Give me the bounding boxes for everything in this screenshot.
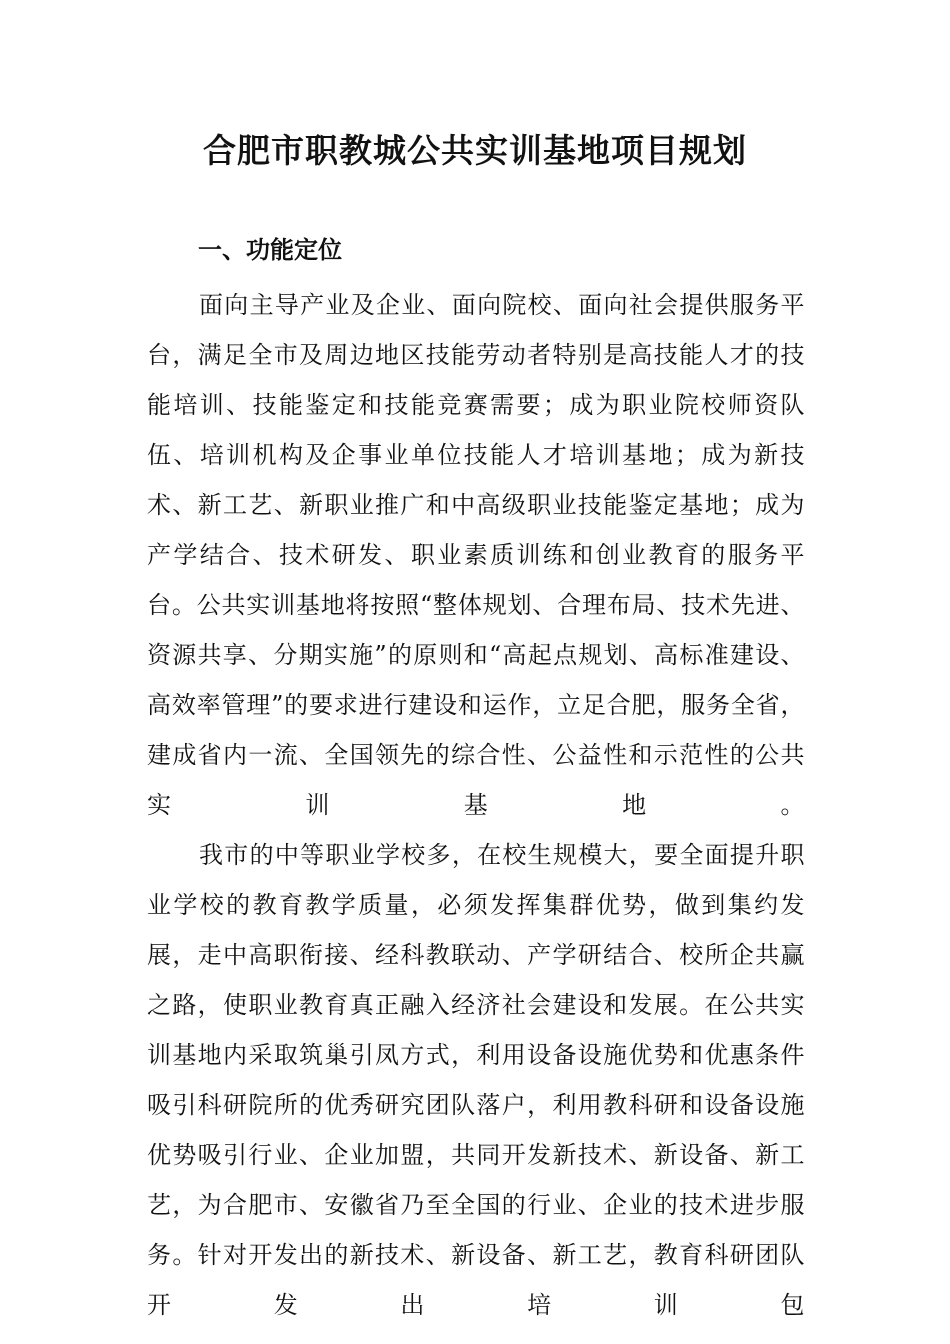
document-title: 合肥市职教城公共实训基地项目规划 xyxy=(203,131,747,170)
paragraph-function-positioning: 面向主导产业及企业、面向院校、面向社会提供服务平台，满足全市及周边地区技能劳动者特别是高技能人才的技能培训、技能鉴定和技能竞赛需要；成为职业院校师资队伍、培训机构及企事业单位技能人才培训基地；成为新技术、新工艺、新职业推广和中高级职业技能鉴定基地；成为产学结合、技术研发、职业素质训练和创业教育的服务平台。公共实训基地将按照“整体规划、合理布局、技术先进、资源共享、分期实施”的原则和“高起点规划、高标准建设、高效率管理”的要求进行建设和运作，立足合肥，服务全省，建成省内一流、全国领先的综合性、公益性和示范性的公共实训基地。 xyxy=(147,291,805,819)
document-body xyxy=(147,280,805,1330)
section-heading: 一、功能定位 xyxy=(198,236,342,264)
paragraph-vocational-schools: 我市的中等职业学校多，在校生规模大，要全面提升职业学校的教育教学质量，必须发挥集群优势，做到集约发展，走中高职衔接、经科教联动、产学研结合、校所企共赢之路，使职业教育真正融入经济社会建设和发展。在公共实训基地内采取筑巢引凤方式，利用设备设施优势和优惠条件吸引科研院所的优秀研究团队落户，利用教科研和设备设施优势吸引行业、企业加盟，共同开发新技术、新设备、新工艺，为合肥市、安徽省乃至全国的行业、企业的技术进步服务。针对开发出的新技术、新设备、新工艺，教育科研团队开发出培训包 xyxy=(147,841,805,1319)
